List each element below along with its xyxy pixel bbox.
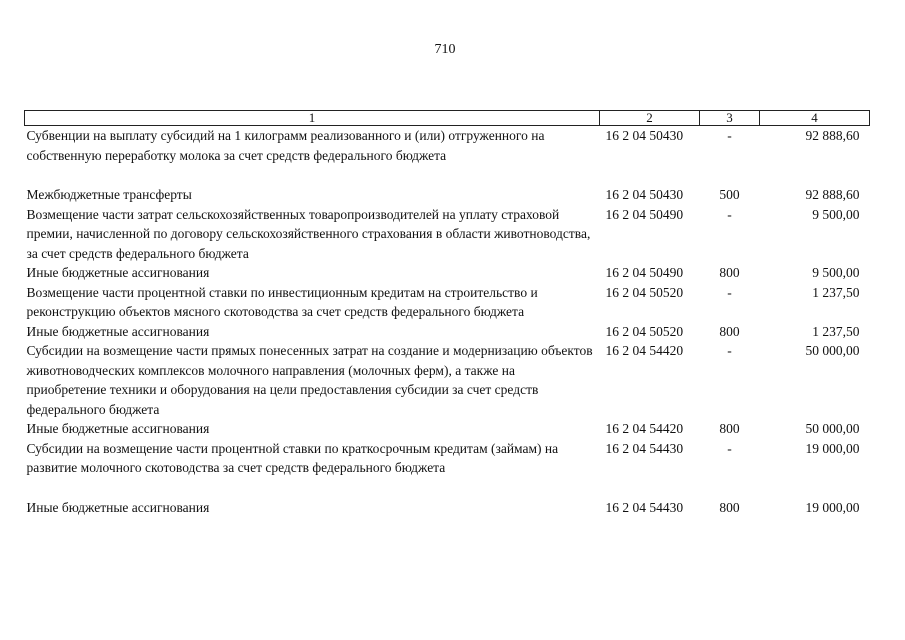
row-type: 500 <box>719 187 740 202</box>
row-amount: 9 500,00 <box>812 265 860 280</box>
row-name: Иные бюджетные ассигнования <box>26 323 210 339</box>
row-amount: 1 237,50 <box>812 323 860 339</box>
table-header-row <box>25 111 870 126</box>
row-type: - <box>727 206 732 222</box>
row-name: Субсидии на возмещение части прямых понесенных затрат на создание и модернизацию объектов животноводческих комплексов молочного направления (молочных ферм), а также на приобретение техники и оборудования на цели предоставления субсидии за счет средств федерального бюджета <box>26 343 593 417</box>
row-code: 16 2 04 50430 <box>605 128 684 143</box>
row-code: 16 2 04 50430 <box>605 187 684 202</box>
column-header-name: 1 <box>25 111 600 126</box>
row-amount: 50 000,00 <box>805 421 860 436</box>
column-header-type: 3 <box>700 111 760 126</box>
row-amount: 92 888,60 <box>805 128 860 143</box>
table-row <box>25 439 870 498</box>
table-row <box>25 419 870 439</box>
row-type: - <box>727 284 732 300</box>
row-amount: 19 000,00 <box>805 440 860 456</box>
row-name: Иные бюджетные ассигнования <box>26 421 210 436</box>
row-code: 16 2 04 54420 <box>605 343 684 358</box>
table-row <box>25 185 870 205</box>
budget-table <box>24 110 870 517</box>
row-code: 16 2 04 50520 <box>605 323 684 339</box>
row-amount: 92 888,60 <box>805 187 860 202</box>
row-type: 800 <box>719 265 740 280</box>
row-name: Межбюджетные трансферты <box>26 187 192 202</box>
column-header-code: 2 <box>600 111 700 126</box>
row-name: Иные бюджетные ассигнования <box>26 499 210 515</box>
table-row <box>25 498 870 518</box>
row-type: - <box>727 343 732 358</box>
row-amount: 9 500,00 <box>812 206 860 222</box>
row-amount: 50 000,00 <box>805 343 860 358</box>
row-type: - <box>727 440 732 456</box>
row-type: - <box>727 128 732 143</box>
row-name: Возмещение части процентной ставки по инвестиционным кредитам на строительство и реконструкцию объектов мясного скотоводства за счет средств федерального бюджета <box>26 284 538 319</box>
table-row <box>25 322 870 342</box>
row-code: 16 2 04 50520 <box>605 284 684 300</box>
row-code: 16 2 04 54430 <box>605 499 684 515</box>
table-row <box>25 341 870 419</box>
column-header-amount: 4 <box>760 111 870 126</box>
row-type: 800 <box>719 323 740 339</box>
row-name: Иные бюджетные ассигнования <box>26 265 210 280</box>
row-code: 16 2 04 54430 <box>605 440 684 456</box>
table-row <box>25 205 870 264</box>
table-row <box>25 126 870 186</box>
row-type: 800 <box>719 499 740 515</box>
row-name: Субвенции на выплату субсидий на 1 килограмм реализованного и (или) отгруженного на собственную переработку молока за счет средств федерального бюджета <box>26 128 545 163</box>
row-amount: 1 237,50 <box>812 284 860 300</box>
table-row <box>25 283 870 322</box>
row-code: 16 2 04 54420 <box>605 421 684 436</box>
row-amount: 19 000,00 <box>805 499 860 515</box>
page-number: 710 <box>434 42 456 57</box>
row-code: 16 2 04 50490 <box>605 265 684 280</box>
row-type: 800 <box>719 421 740 436</box>
row-name: Возмещение части затрат сельскохозяйственных товаропроизводителей на уплату страховой премии, начисленной по договору сельскохозяйственного страхования в области животноводства, за счет средств федерального бюджета <box>26 206 591 261</box>
table-row <box>25 263 870 283</box>
row-name: Субсидии на возмещение части процентной ставки по краткосрочным кредитам (займам) на развитие молочного скотоводства за счет средств федерального бюджета <box>26 440 559 475</box>
row-code: 16 2 04 50490 <box>605 206 684 222</box>
